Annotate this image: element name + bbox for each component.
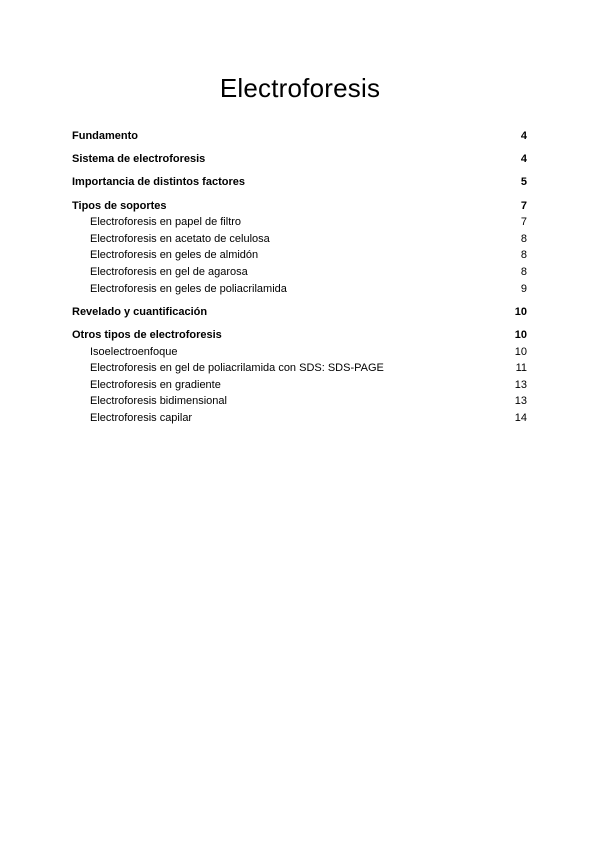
toc-entry-label: Importancia de distintos factores xyxy=(72,176,245,189)
toc-entry-page: 4 xyxy=(520,130,527,142)
toc-entry-bidimensional[interactable] xyxy=(72,393,527,410)
toc-entry-label: Revelado y cuantificación xyxy=(72,305,208,318)
toc-entry-page: 9 xyxy=(520,282,527,295)
toc-entry-importancia[interactable] xyxy=(72,174,527,191)
toc-entry-label: Electroforesis capilar xyxy=(90,411,193,424)
toc-entry-page: 7 xyxy=(520,199,527,212)
toc-entry-papel-filtro[interactable] xyxy=(72,214,527,231)
toc-entry-geles-almidon[interactable] xyxy=(72,247,527,264)
toc-entry-sds-page[interactable] xyxy=(72,360,527,377)
toc-entry-label: Electroforesis en gradiente xyxy=(90,378,221,391)
table-of-contents xyxy=(72,128,527,426)
toc-entry-page: 7 xyxy=(520,216,527,229)
page-title: Electroforesis xyxy=(219,73,381,103)
toc-entry-fundamento[interactable] xyxy=(72,128,527,145)
toc-entry-acetato-celulosa[interactable] xyxy=(72,231,527,248)
toc-entry-geles-poliacrilamida[interactable] xyxy=(72,281,527,298)
toc-entry-label: Electroforesis bidimensional xyxy=(90,395,227,408)
toc-entry-label: Electroforesis en gel de agarosa xyxy=(90,265,248,278)
toc-entry-gradiente[interactable] xyxy=(72,377,527,394)
toc-entry-label: Electroforesis en geles de poliacrilamida xyxy=(90,282,287,295)
toc-entry-page: 13 xyxy=(514,378,527,391)
toc-entry-page: 4 xyxy=(520,153,527,166)
toc-entry-sistema[interactable] xyxy=(72,151,527,168)
toc-entry-page: 10 xyxy=(514,305,527,318)
toc-entry-page: 11 xyxy=(515,362,527,375)
toc-entry-label: Fundamento xyxy=(72,130,138,142)
toc-entry-page: 10 xyxy=(514,345,527,358)
toc-entry-page: 14 xyxy=(514,411,527,424)
toc-entry-page: 5 xyxy=(520,176,527,189)
toc-entry-isoelectroenfoque[interactable] xyxy=(72,344,527,361)
toc-entry-page: 13 xyxy=(514,395,527,408)
toc-entry-otros-tipos[interactable] xyxy=(72,327,527,344)
toc-entry-label: Tipos de soportes xyxy=(72,199,167,212)
toc-entry-page: 10 xyxy=(514,328,527,341)
toc-entry-gel-agarosa[interactable] xyxy=(72,264,527,281)
toc-entry-revelado[interactable] xyxy=(72,304,527,321)
toc-entry-page: 8 xyxy=(520,265,527,278)
toc-entry-label: Isoelectroenfoque xyxy=(90,345,178,358)
toc-entry-label: Sistema de electroforesis xyxy=(72,153,206,166)
toc-entry-label: Electroforesis en papel de filtro xyxy=(90,216,242,229)
toc-entry-page: 8 xyxy=(520,249,527,262)
toc-entry-label: Otros tipos de electroforesis xyxy=(72,328,222,341)
toc-entry-capilar[interactable] xyxy=(72,410,527,427)
toc-entry-label: Electroforesis en gel de poliacrilamida con SDS: SDS-PAGE xyxy=(90,362,384,375)
toc-entry-page: 8 xyxy=(520,232,527,245)
toc-entry-label: Electroforesis en geles de almidón xyxy=(90,249,259,262)
toc-entry-tipos-soportes[interactable] xyxy=(72,198,527,215)
toc-entry-label: Electroforesis en acetato de celulosa xyxy=(90,232,270,245)
